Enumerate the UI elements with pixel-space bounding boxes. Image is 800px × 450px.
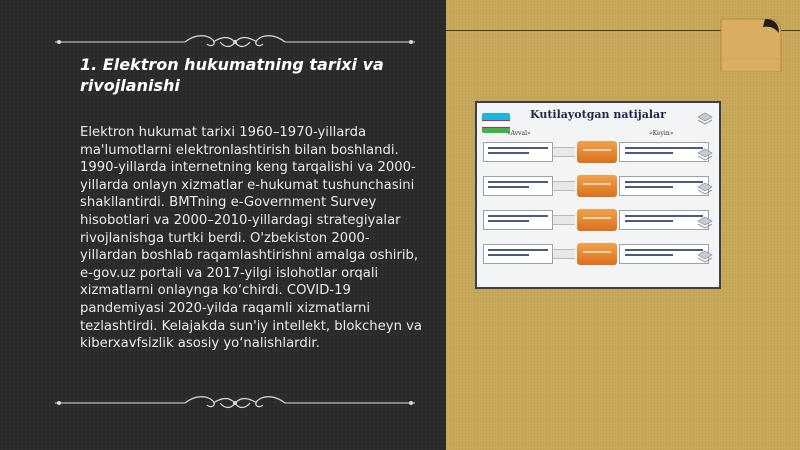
- infographic-image: [475, 101, 721, 289]
- ornament-divider-top: [55, 32, 415, 52]
- page-curl-icon: [719, 17, 782, 72]
- infographic-row: [483, 243, 711, 265]
- slide-title: 1. Elektron hukumatning tarixi va rivojlanishi: [80, 55, 384, 95]
- layers-icon: [697, 147, 713, 163]
- column-label-after: «Keyin»: [649, 130, 674, 137]
- layers-icon: [697, 111, 713, 127]
- infographic-row: [483, 141, 711, 163]
- layers-icon: [697, 181, 713, 197]
- column-label-before: «Avval»: [507, 130, 531, 137]
- layers-icon: [697, 215, 713, 231]
- layers-icon: [697, 249, 713, 265]
- slide-body-text: Elektron hukumat tarixi 1960–1970-yillarda ma'lumotlarni elektronlashtirish bilan boshlandi. 1990-yillarda internetning keng tarqalishi va 2000-yillarda onlayn xizmatlar e-hukumat tushunchasini shakllantirdi. BMTning e-Government Survey hisobotlari va 2000–2010-yillardagi strategiyalar rivojlanishga turtki berdi. O'zbekiston 2000-yillardan boshlab raqamlashtirishni amalga oshirib, e-gov.uz portali va 2017-yilgi islohotlar orqali xizmatlarni onlaynga ko‘chirdi. COVID-19 pandemiyasi 2020-yilda raqamli xizmatlarni tezlashtirdi. Kelajakda sun'iy intellekt, blokcheyn va kiberxavfsizlik asosiy yo‘nalishlardir.: [80, 125, 423, 352]
- infographic-row: [483, 175, 711, 197]
- image-panel: [446, 0, 800, 450]
- infographic-row: [483, 209, 711, 231]
- infographic-title: Kutilayotgan natijalar: [530, 108, 666, 121]
- ornament-divider-bottom: [55, 393, 415, 413]
